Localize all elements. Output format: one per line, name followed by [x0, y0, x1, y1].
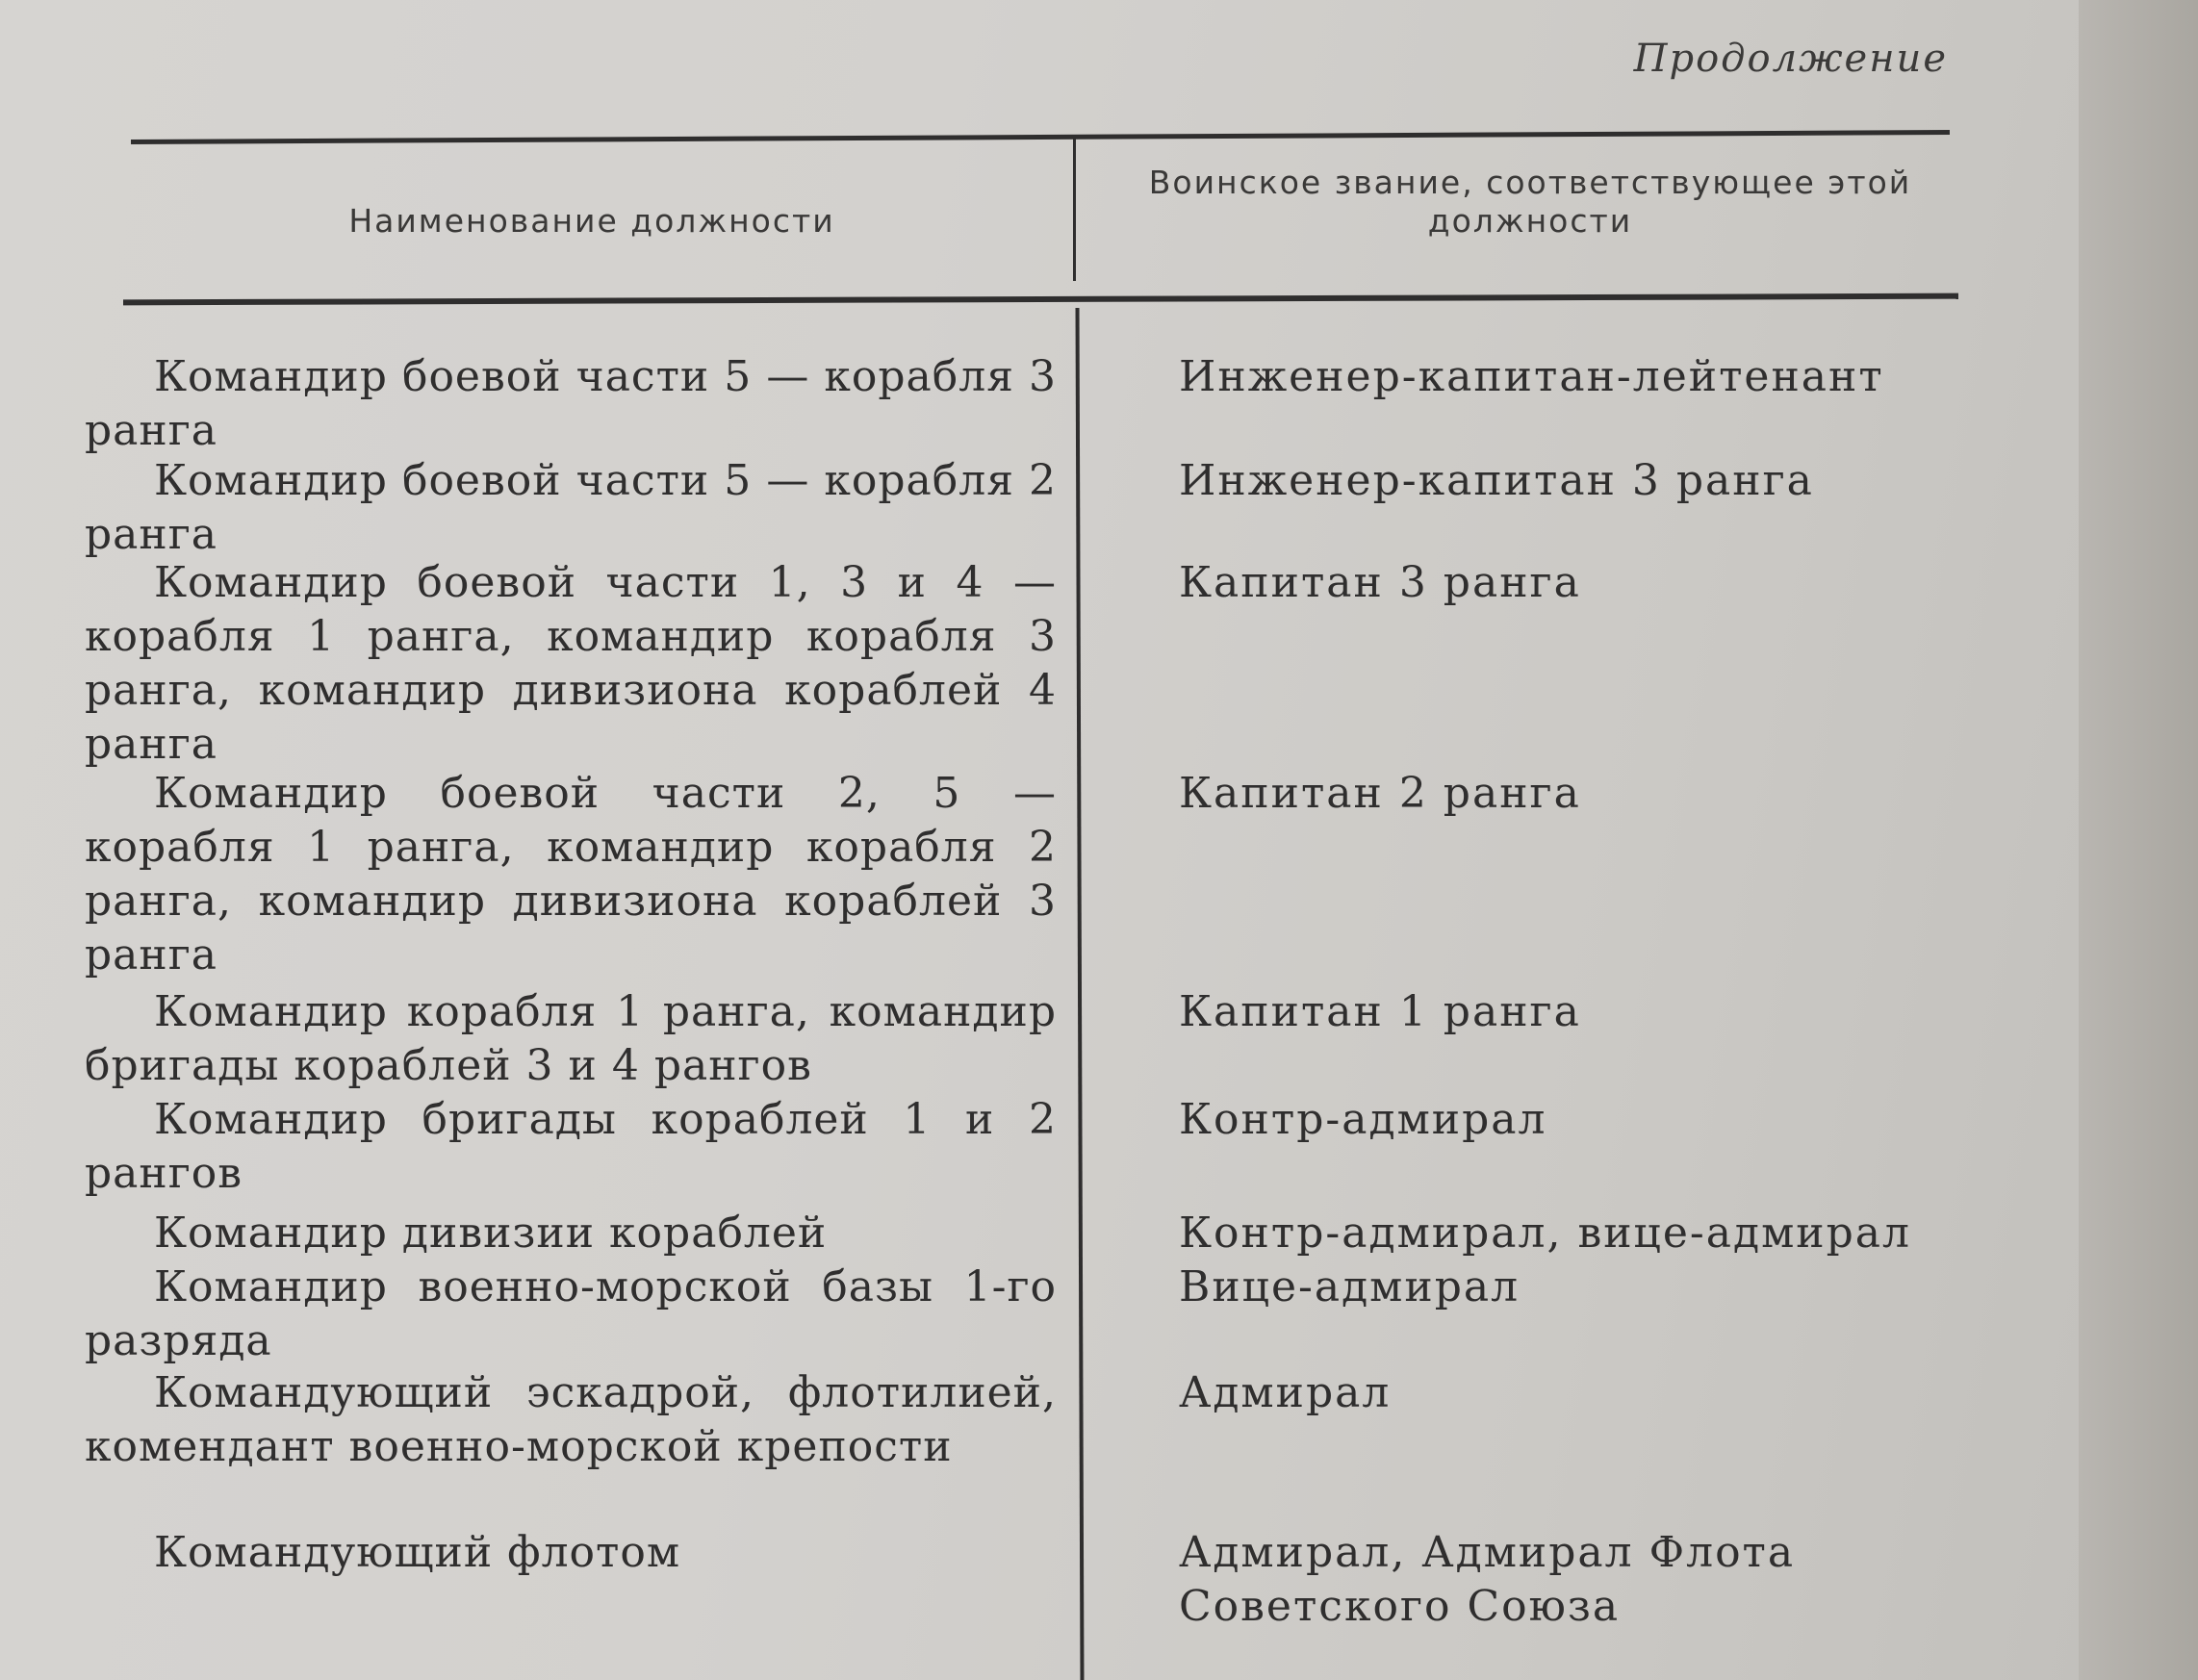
column-header-position: Наименование должности — [348, 202, 835, 240]
rank-cell: Контр-адмирал, вице-адмирал — [1179, 1209, 1911, 1258]
rank-cell: Капитан 1 ранга — [1179, 987, 1581, 1036]
page-edge — [2079, 0, 2198, 1680]
position-cell: Командир боевой части 5 — корабля 2 ранга — [85, 456, 1057, 559]
rank-cell: Капитан 3 ранга — [1179, 558, 1581, 607]
position-cell: Командир боевой части 1, 3 и 4 — корабля 1 ранга, командир корабля 3 ранга, командир дивизиона кораблей 4 ранга — [85, 558, 1057, 769]
position-cell: Командир боевой части 2, 5 — корабля 1 ранга, командир корабля 2 ранга, командир дивизиона кораблей 3 ранга — [85, 769, 1057, 980]
position-cell: Командир военно-морской базы 1-го разряда — [85, 1262, 1057, 1365]
position-cell: Командующий эскадрой, флотилией, комендант военно-морской крепости — [85, 1368, 1057, 1471]
rank-cell: Адмирал — [1179, 1368, 1392, 1417]
rank-cell: Вице-адмирал — [1179, 1262, 1521, 1311]
rank-cell: Инженер-капитан 3 ранга — [1179, 456, 1814, 505]
rank-cell: Контр-адмирал — [1179, 1095, 1547, 1144]
rank-cell: Адмирал, Адмирал Флота Советского Союза — [1179, 1528, 1796, 1631]
rank-cell: Инженер-капитан-лейтенант — [1179, 352, 1884, 401]
column-header-rank: Воинское звание, соответствующее этой должности — [1148, 164, 1912, 240]
header-column-divider — [1073, 137, 1076, 281]
rank-cell: Капитан 2 ранга — [1179, 769, 1581, 818]
position-cell: Командир бригады кораблей 1 и 2 рангов — [85, 1095, 1057, 1198]
continuation-label: Продолжение — [1633, 37, 1948, 81]
position-cell: Командир боевой части 5 — корабля 3 ранга — [85, 352, 1057, 455]
position-cell: Командующий флотом — [154, 1528, 681, 1577]
position-cell: Командир дивизии кораблей — [154, 1209, 828, 1258]
position-cell: Командир корабля 1 ранга, командир бригады кораблей 3 и 4 рангов — [85, 987, 1057, 1090]
